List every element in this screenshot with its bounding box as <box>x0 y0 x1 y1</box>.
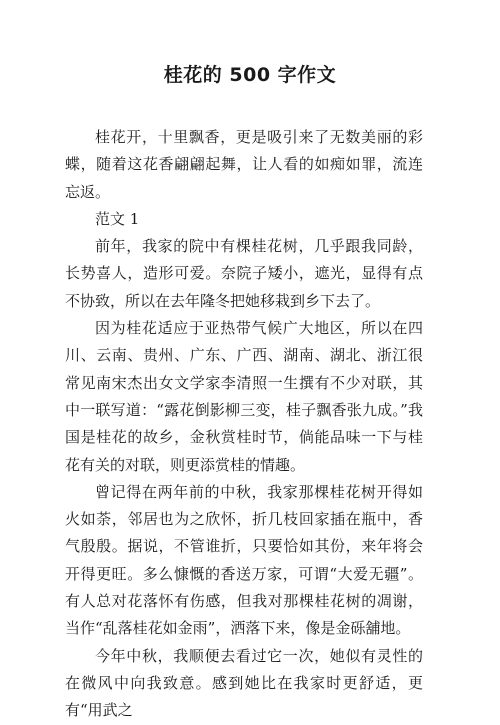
paragraph-intro: 桂花开，十里飘香，更是吸引来了无数美丽的彩蝶，随着这花香翩翩起舞，让人看的如痴如罪，流连忘返。 <box>65 128 423 201</box>
document-title: 桂花的 500 字作文 <box>163 64 337 86</box>
document-body <box>65 124 423 725</box>
paragraph-2: 因为桂花适应于亚热带气候广大地区，所以在四川、云南、贵州、广东、广西、湖南、湖北、浙江很常见南宋杰出女文学家李清照一生撰有不少对联，其中一联写道：“露花倒影柳三变，桂子飘香张九成。”我国是桂花的故乡，金秋赏桂时节，倘能品味一下与桂花有关的对联，则更添赏桂的情趣。 <box>65 319 423 474</box>
paragraph-4: 今年中秋，我顺便去看过它一次，她似有灵性的在微风中向我致意。感到她比在我家时更舒适，更有“用武之 <box>65 646 423 720</box>
paragraph-3: 曾记得在两年前的中秋，我家那棵桂花树开得如火如荼，邻居也为之欣怀，折几枝回家插在瓶中，香气殷殷。据说，不管谁折，只要恰如其份，来年将会开得更旺。多么慷慨的香送万家，可谓“大爱无疆”。有人总对花落怀有伤感，但我对那棵桂花树的凋谢，当作“乱落桂花如金雨”，洒落下来，像是金砾舖地。 <box>65 482 423 638</box>
paragraph-1: 前年，我家的院中有棵桂花树，几乎跟我同龄，长势喜人，造形可爱。奈院子矮小，遮光，显得有点不协致，所以在去年隆冬把她移栽到乡下去了。 <box>65 237 423 310</box>
section-label: 范文 1 <box>95 209 140 228</box>
